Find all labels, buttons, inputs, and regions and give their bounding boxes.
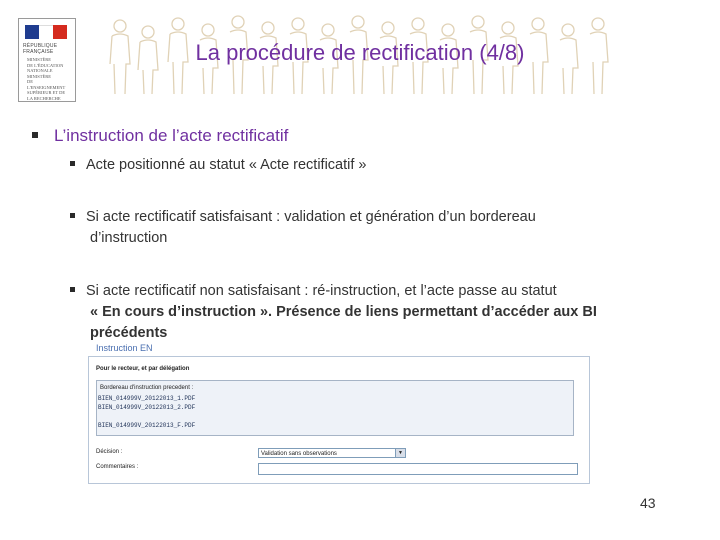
bullet-square-icon (70, 213, 75, 218)
sub-bullet-1-text: Acte positionné au statut « Acte rectificatif » (86, 157, 367, 173)
decision-value: Validation sans observations (261, 451, 337, 457)
bullet-square-icon (70, 161, 75, 166)
decision-select[interactable] (258, 448, 406, 458)
sub-bullet-2 (70, 207, 671, 249)
bordereau-file-link[interactable]: BIEN_014999V_20122013_F.PDF (98, 422, 196, 429)
french-flag-icon (25, 25, 67, 45)
chevron-down-icon[interactable]: ▼ (395, 449, 405, 457)
ministry-logo (18, 18, 76, 102)
embedded-form-screenshot (88, 343, 590, 483)
page-number: 43 (640, 495, 656, 511)
sub-bullet-3-line3: précédents (90, 325, 168, 341)
bullet-main-text: L’instruction de l’acte rectificatif (54, 126, 289, 145)
sub-bullet-2-line1: Si acte rectificatif satisfaisant : validation et génération d’un bordereau (86, 209, 536, 225)
logo-ministry-text: MINISTÈRE DE L'ÉDUCATION NATIONALE MINISTÈRE DE L'ENSEIGNEMENT SUPÉRIEUR ET DE LA RECHERCHE (27, 57, 66, 101)
sub-bullet-1 (70, 155, 671, 176)
screenshot-header: Instruction EN (96, 343, 153, 353)
bullet-main (32, 126, 288, 146)
bordereau-file-link[interactable]: BIEN_014999V_20122013_2.PDF (98, 404, 196, 411)
logo-country: RÉPUBLIQUE FRANÇAISE (23, 43, 58, 55)
sub-bullet-3-line1: Si acte rectificatif non satisfaisant : ré-instruction, et l’acte passe au statut (86, 283, 557, 299)
bordereau-file-link[interactable]: BIEN_014999V_20122013_1.PDF (98, 395, 196, 402)
comments-field[interactable] (258, 463, 578, 475)
bullet-square-icon (32, 132, 38, 138)
sub-bullet-3 (70, 281, 671, 344)
slide-title: La procédure de rectification (4/8) (195, 40, 525, 65)
sub-bullet-2-line2: d’instruction (90, 230, 168, 246)
bullet-square-icon (70, 287, 75, 292)
comments-label: Commentaires : (96, 464, 139, 470)
sub-bullet-3-line2: « En cours d’instruction ». Présence de liens permettant d’accéder aux BI (90, 304, 597, 320)
screenshot-section-title: Pour le recteur, et par délégation (96, 366, 190, 372)
decision-label: Décision : (96, 449, 123, 455)
bordereau-label: Bordereau d'instruction precedent : (100, 385, 194, 391)
